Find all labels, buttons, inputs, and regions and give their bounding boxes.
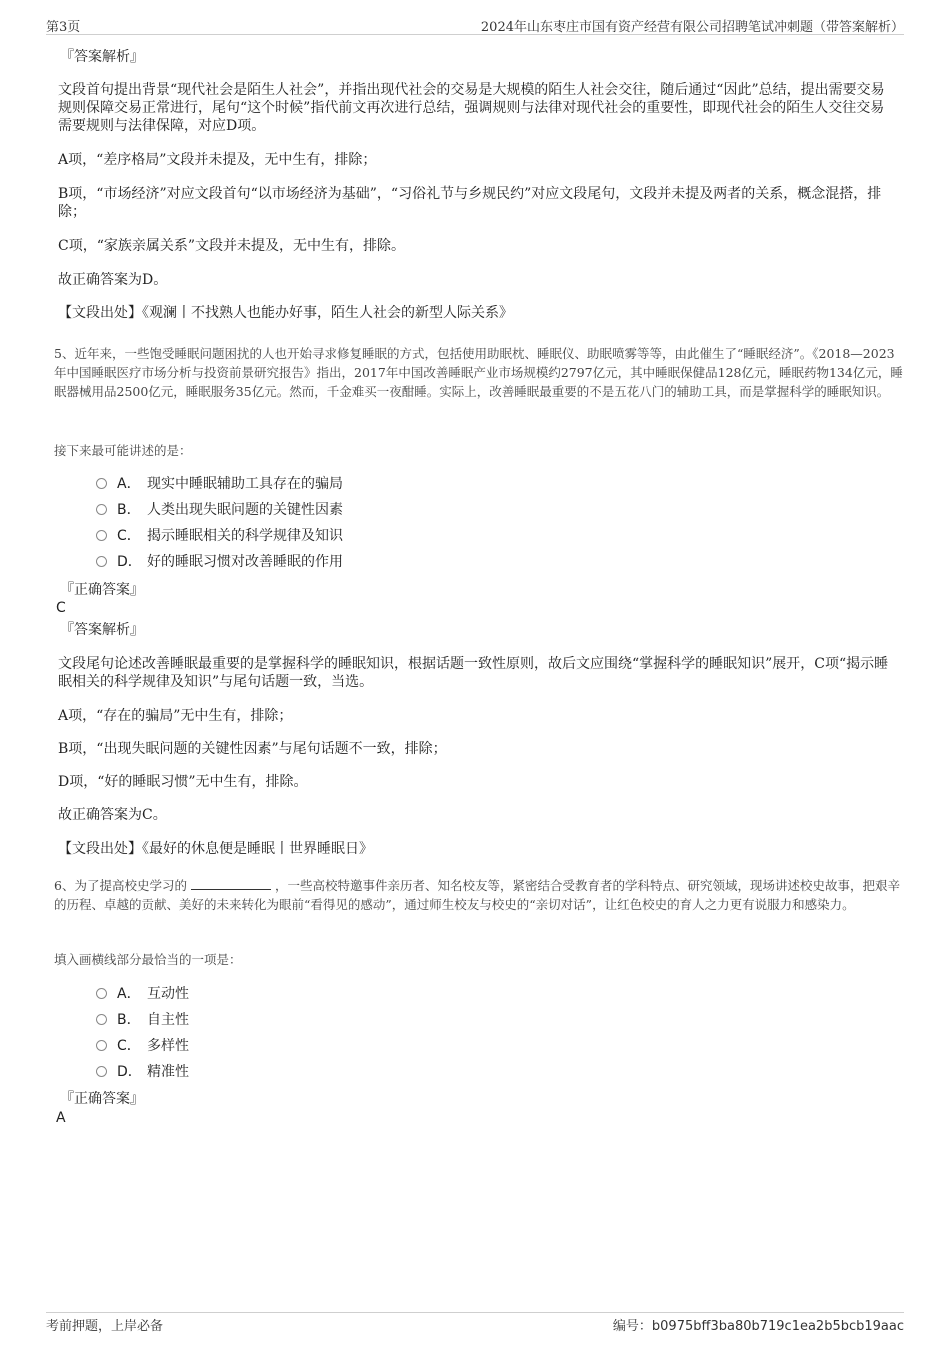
radio-icon[interactable] [96,504,107,515]
option-letter: A． [117,986,141,1002]
q5-stem: 5、近年来，一些饱受睡眠问题困扰的人也开始寻求修复睡眠的方式，包括使用助眠枕、睡眠仪、助眠喷雾等等，由此催生了“睡眠经济”。《2018—2023年中国睡眠医疗市场分析与投资前景研究报告》指出，2017年中国改善睡眠产业市场规模约2797亿元，其中睡眠保健品128亿元，睡眠药物134亿元，睡眠器械用品2500亿元，睡眠服务35亿元。然而，千金难买一夜酣睡。实际上，改善睡眠最重要的不是五花八门的辅助工具，而是掌握科学的睡眠知识。 [54,346,903,399]
page-header [46,14,904,35]
q5-option-b[interactable] [96,499,343,521]
q6-option-b[interactable] [96,1009,189,1031]
page-footer [46,1312,904,1333]
q5-option-d[interactable] [96,551,343,573]
option-letter: C． [117,528,141,544]
radio-icon[interactable] [96,530,107,541]
q5-prompt: 接下来最可能讲述的是： [54,443,192,458]
q5-note-a: A项，“存在的骗局”无中生有，排除； [58,708,293,724]
radio-icon[interactable] [96,1014,107,1025]
q5-conclusion: 故正确答案为C。 [58,807,167,823]
q6-answer-label: 『正确答案』 [60,1091,144,1107]
radio-icon[interactable] [96,478,107,489]
q5-note-d: D项，“好的睡眠习惯”无中生有，排除。 [58,774,308,790]
option-text: 精准性 [147,1064,189,1080]
q5-analysis-text: 文段尾句论述改善睡眠最重要的是掌握科学的睡眠知识，根据话题一致性原则，故后文应围绕“掌握科学的睡眠知识”展开，C项“揭示睡眠相关的科学规律及知识”与尾句话题一致，当选。 [58,656,889,690]
q4-conclusion: 故正确答案为D。 [58,272,168,288]
q6-option-d[interactable] [96,1061,189,1083]
q4-note-b: B项，“市场经济”对应文段首句“以市场经济为基础”，“习俗礼节与乡规民约”对应文段尾句，文段并未提及两者的关系，概念混搭，排除； [58,186,882,220]
option-letter: A． [117,476,141,492]
code-value: b0975bff3ba80b719c1ea2b5bcb19aac [651,1319,904,1334]
option-text: 自主性 [147,1012,189,1028]
q4-source: 【文段出处】《观澜丨不找熟人也能办好事，陌生人社会的新型人际关系》 [58,305,513,321]
q5-source: 【文段出处】《最好的休息便是睡眠丨世界睡眠日》 [58,841,373,857]
radio-icon[interactable] [96,988,107,999]
q6-blank [191,877,271,890]
page-number: 第3页 [46,20,81,35]
q5-answer: C [56,600,66,616]
code-label: 编号： [612,1319,652,1334]
option-text: 现实中睡眠辅助工具存在的骗局 [147,476,343,492]
q5-note-b: B项，“出现失眠问题的关键性因素”与尾句话题不一致，排除； [58,741,447,757]
option-text: 好的睡眠习惯对改善睡眠的作用 [147,554,343,570]
option-letter: D． [117,1064,142,1080]
option-text: 互动性 [147,986,189,1002]
option-text: 人类出现失眠问题的关键性因素 [147,502,343,518]
q4-note-c: C项，“家族亲属关系”文段并未提及，无中生有，排除。 [58,238,406,254]
option-letter: D． [117,554,142,570]
option-letter: B． [117,502,141,518]
document-code [613,1315,904,1334]
option-letter: C． [117,1038,141,1054]
q6-answer: A [56,1110,66,1126]
q5-option-c[interactable] [96,525,343,547]
q6-stem-before: 6、为了提高校史学习的 [54,878,187,893]
option-text: 揭示睡眠相关的科学规律及知识 [147,528,343,544]
q6-stem-after: ，一些高校特邀事件亲历者、知名校友等，紧密结合受教育者的学科特点、研究领域，现场讲述校史故事，把艰辛的历程、卓越的贡献、美好的未来转化为眼前“看得见的感动”，通过师生校友与校史的“亲切对话”，让红色校史的育人之力更有说服力和感染力。 [54,878,900,912]
document-title: 2024年山东枣庄市国有资产经营有限公司招聘笔试冲刺题（带答案解析） [480,20,904,35]
q6-stem [54,876,904,914]
q5-analysis-label: 『答案解析』 [60,622,144,638]
radio-icon[interactable] [96,1066,107,1077]
q5-answer-label: 『正确答案』 [60,582,144,598]
q6-option-a[interactable] [96,983,189,1005]
q6-option-c[interactable] [96,1035,189,1057]
q5-option-a[interactable] [96,473,343,495]
footer-slogan: 考前押题，上岸必备 [46,1319,164,1334]
radio-icon[interactable] [96,1040,107,1051]
q6-prompt: 填入画横线部分最恰当的一项是： [54,952,242,967]
q4-analysis-label: 『答案解析』 [60,49,144,65]
q4-analysis-text: 文段首句提出背景“现代社会是陌生人社会”，并指出现代社会的交易是大规模的陌生人社会交往，随后通过“因此”总结，提出需要交易规则保障交易正常进行，尾句“这个时候”指代前文再次进行总结，强调规则与法律对现代社会的重要性，即现代社会的陌生人交往交易需要规则与法律保障，对应D项。 [58,82,885,134]
option-text: 多样性 [147,1038,189,1054]
radio-icon[interactable] [96,556,107,567]
option-letter: B． [117,1012,141,1028]
q4-note-a: A项，“差序格局”文段并未提及，无中生有，排除； [58,152,377,168]
